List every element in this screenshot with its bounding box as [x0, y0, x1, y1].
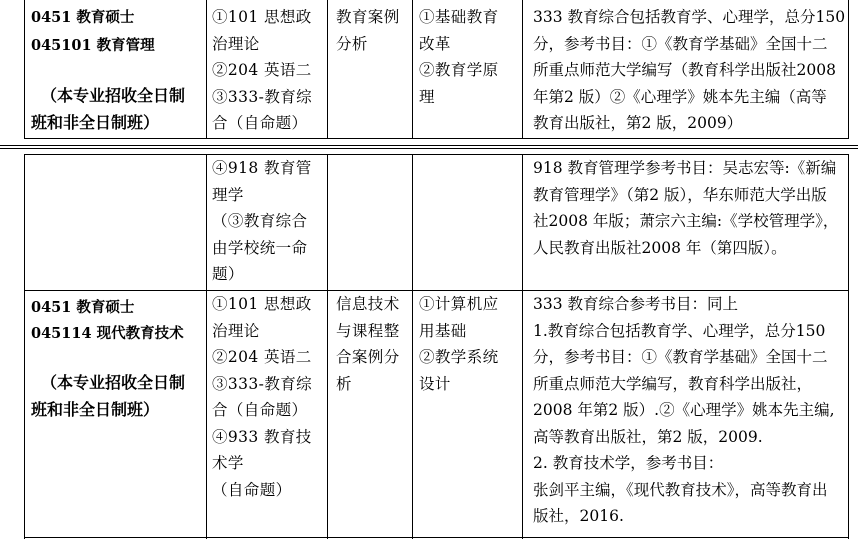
exam-subject-line: （自命题） — [212, 480, 292, 499]
equal-ability-line: ①基础教育 — [419, 8, 499, 26]
exam-subject-line: ①101 思想政 — [212, 8, 312, 26]
table-border-left-top — [24, 0, 25, 139]
exam-subject-line: ②204 英语二 — [212, 61, 312, 79]
table-border-left-bottom — [24, 154, 25, 539]
table-col-divider-top-1 — [206, 0, 207, 139]
reference-line: 1.教育综合包括教育学、心理学，总分150 — [533, 321, 826, 340]
table-col-divider-bottom-1 — [206, 154, 207, 539]
equal-ability-line: ②教育学原 — [419, 61, 499, 79]
reference-line: 人民教育出版社2008 年（第四版）。 — [533, 238, 787, 257]
equal-ability-line: 用基础 — [419, 321, 467, 340]
exam-subject-line: 由学校统一命 — [212, 238, 308, 257]
table-col-divider-top-4 — [522, 0, 523, 139]
reference-line: 年第2 版）②《心理学》姚本先主编（高等 — [533, 87, 827, 106]
page-break-line-1 — [0, 145, 858, 146]
table-border-right-bottom — [848, 154, 849, 539]
reference-line: 333 教育综合包括教育学、心理学，总分150 — [533, 8, 846, 26]
exam-subject-line: ④933 教育技 — [212, 427, 312, 446]
exam-subject-line: 题） — [212, 265, 244, 283]
retest-subject-line: 与课程整 — [336, 321, 400, 340]
table-col-divider-bottom-3 — [412, 154, 413, 539]
major-note-line-2: 班和非全日制班） — [31, 400, 160, 419]
exam-subject-line: 合（自命题） — [212, 401, 308, 419]
exam-subjects-cell-row2 — [212, 155, 325, 288]
equal-ability-line: 改革 — [419, 34, 451, 53]
equal-ability-line: 理 — [419, 87, 435, 106]
major-sub-line: 045101 教育管理 — [31, 37, 155, 54]
equal-ability-cell-row3 — [419, 291, 520, 397]
table-col-divider-top-3 — [412, 0, 413, 139]
exam-subject-line: 合（自命题） — [212, 114, 308, 132]
page-break-line-2 — [0, 148, 858, 149]
retest-subject-line: 信息技术 — [336, 295, 400, 313]
major-cell-row1 — [31, 4, 203, 136]
exam-subject-line: 理学 — [212, 185, 244, 204]
major-note-line-2: 班和非全日制班） — [31, 113, 160, 132]
table-col-divider-bottom-2 — [327, 154, 328, 539]
references-cell-row3 — [533, 291, 847, 530]
retest-subject-line: 教育案例 — [336, 8, 400, 26]
reference-line: 版社，2016. — [533, 507, 624, 525]
reference-line: 分，参考书目：①《教育学基础》全国十二 — [533, 34, 828, 53]
retest-subject-line: 合案例分 — [336, 348, 400, 366]
table-row-bottom-1 — [24, 138, 849, 139]
table-col-divider-bottom-4 — [522, 154, 523, 539]
retest-subject-cell-row3 — [336, 291, 410, 397]
major-note-line-1: （本专业招收全日制 — [41, 373, 186, 392]
references-cell-row1 — [533, 4, 847, 137]
major-note-line-1: （本专业招收全日制 — [41, 86, 186, 105]
table-col-divider-top-2 — [327, 0, 328, 139]
exam-subjects-cell-row3 — [212, 291, 325, 503]
references-cell-row2 — [533, 155, 847, 261]
reference-line: 教育管理学》（第2 版），华东师范大学出版 — [533, 185, 827, 204]
reference-line: 918 教育管理学参考书目：吴志宏等:《新编 — [533, 159, 837, 177]
major-cell-row3 — [31, 295, 203, 423]
retest-subject-line: 分析 — [336, 34, 368, 53]
equal-ability-cell-row1 — [419, 4, 520, 110]
exam-subject-line: ④918 教育管 — [212, 159, 312, 177]
equal-ability-line: ①计算机应 — [419, 295, 499, 313]
equal-ability-line: 设计 — [419, 374, 451, 393]
reference-line: 高等教育出版社，第2 版，2009. — [533, 427, 763, 446]
reference-line: 张剑平主编，《现代教育技术》，高等教育出 — [533, 480, 828, 499]
exam-subjects-cell-row1 — [212, 4, 325, 137]
exam-subject-line: ①101 思想政 — [212, 295, 312, 313]
reference-line: 教育出版社，第2 版，2009） — [533, 114, 743, 132]
exam-subject-line: ③333-教育综 — [212, 374, 313, 393]
major-code-line: 0451 教育硕士 — [31, 9, 135, 26]
reference-line: 333 教育综合参考书目：同上 — [533, 295, 739, 313]
exam-subject-line: 治理论 — [212, 321, 260, 340]
reference-line: 所重点师范大学编写（教育科学出版社2008 — [533, 61, 836, 79]
reference-line: 所重点师范大学编写，教育科学出版社， — [533, 374, 813, 393]
table-row-bottom-3 — [24, 537, 849, 538]
reference-line: 2008 年第2 版）.②《心理学》姚本先主编, — [533, 401, 835, 419]
exam-subject-line: 治理论 — [212, 34, 260, 53]
exam-subject-line: ③333-教育综 — [212, 87, 313, 106]
major-code-line: 0451 教育硕士 — [31, 299, 135, 316]
retest-subject-line: 析 — [336, 374, 352, 393]
reference-line: 社2008 年版；萧宗六主编:《学校管理学》， — [533, 212, 839, 230]
major-sub-line: 045114 现代教育技术 — [31, 325, 184, 342]
exam-subject-line: ②204 英语二 — [212, 348, 312, 366]
exam-subject-line: （③教育综合 — [212, 212, 308, 230]
reference-line: 分，参考书目：①《教育学基础》全国十二 — [533, 348, 828, 366]
equal-ability-line: ②教学系统 — [419, 348, 499, 366]
retest-subject-cell-row1 — [336, 4, 410, 57]
reference-line: 2. 教育技术学，参考书目： — [533, 454, 724, 472]
table-border-right-top — [848, 0, 849, 139]
exam-subject-line: 术学 — [212, 454, 244, 472]
